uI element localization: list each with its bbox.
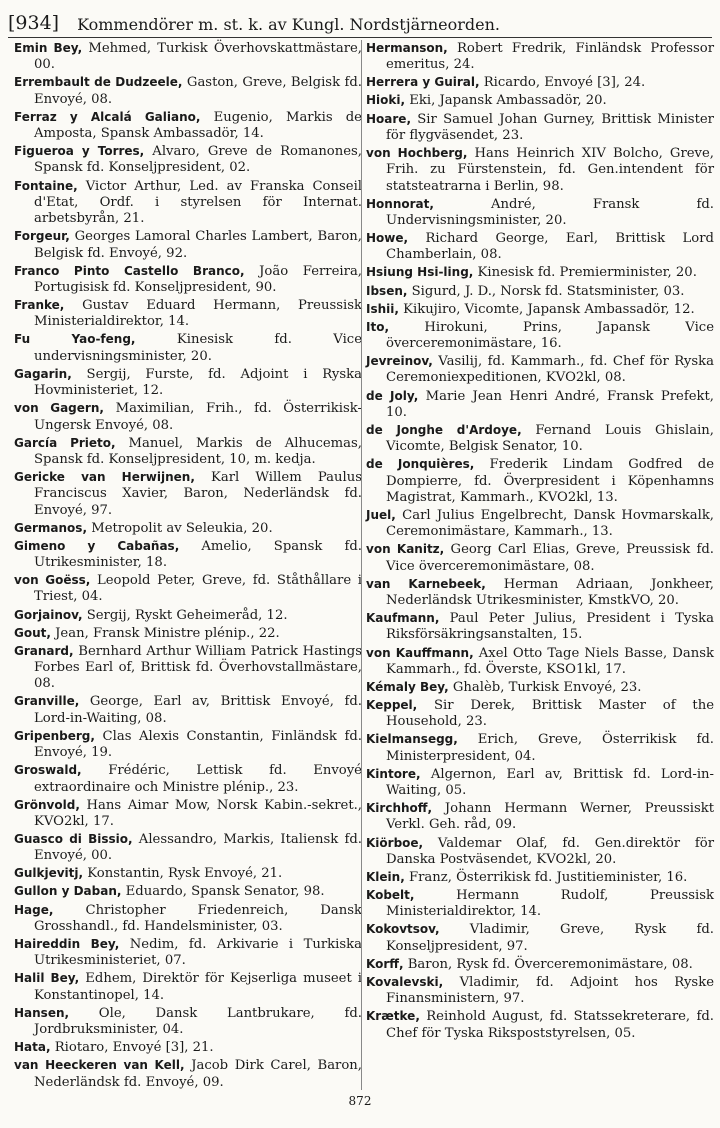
list-item (366, 835, 714, 869)
entry-name: Haireddin Bey, (14, 936, 120, 951)
list-item (366, 645, 714, 679)
entry-text: Leopold Peter, Greve, fd. Ståthållare i Triest, 04. (34, 573, 362, 605)
list-item (366, 230, 714, 264)
entry-name: von Gagern, (14, 401, 104, 416)
entry-text: Metropolit av Seleukia, 20. (87, 520, 273, 536)
entry-name: Hage, (14, 902, 54, 917)
entry-name: Hoare, (366, 111, 411, 126)
list-item (14, 625, 362, 642)
list-item (366, 887, 714, 921)
entry-text: Kinesisk fd. Vice undervisningsminister, 20. (34, 332, 362, 364)
entry-text: Hermann Rudolf, Preussisk Ministerialdirektor, 14. (386, 888, 714, 920)
entry-name: Kobelt, (366, 888, 415, 903)
entry-name: Kiörboe, (366, 835, 424, 850)
entry-text: Kinesisk fd. Premierminister, 20. (473, 265, 697, 281)
entry-text: Marie Jean Henri André, Fransk Prefekt, 10. (386, 388, 714, 420)
entry-name: Kémaly Bey, (366, 679, 449, 694)
entry-text: Axel Otto Tage Niels Basse, Dansk Kammarh., fd. Överste, KSO1kl, 17. (386, 645, 714, 677)
entry-name: Juel, (366, 507, 396, 522)
entry-name: Halil Bey, (14, 971, 80, 986)
entry-text: Ricardo, Envoyé [3], 24. (479, 75, 646, 91)
list-item (14, 143, 362, 177)
entry-text: Eki, Japansk Ambassadör, 20. (405, 93, 607, 109)
list-item (14, 331, 362, 365)
entry-text: Sir Samuel Johan Gurney, Brittisk Minister för flygväsendet, 23. (386, 111, 714, 143)
list-item (366, 422, 714, 456)
list-item (366, 301, 714, 318)
entry-text: Vladimir, fd. Adjoint hos Ryske Finansministern, 97. (386, 974, 714, 1007)
entry-name: Granville, (14, 694, 80, 709)
list-item (14, 263, 362, 297)
entry-name: de Jonquières, (366, 457, 475, 472)
list-item (14, 366, 362, 400)
list-item (366, 610, 714, 644)
list-item (366, 145, 714, 195)
list-item (366, 196, 714, 230)
list-item (14, 1005, 362, 1039)
entry-name: van Karnebeek, (366, 576, 486, 591)
entry-text: Maximilian, Frih., fd. Österrikisk-Ungersk Envoyé, 08. (34, 401, 362, 433)
entry-name: Gericke van Herwijnen, (14, 469, 195, 484)
entry-name: Jevreinov, (366, 354, 433, 369)
entry-name: Fu Yao-feng, (14, 332, 136, 347)
page-header (8, 4, 712, 38)
entry-name: Keppel, (366, 698, 418, 713)
entry-text: Paul Peter Julius, President i Tyska Riksförsäkringsanstalten, 15. (386, 611, 714, 643)
entry-text: Konstantin, Rysk Envoyé, 21. (83, 866, 283, 882)
entry-text: Alessandro, Markis, Italiensk fd. Envoyé, 00. (34, 831, 362, 864)
entry-text: Vasilij, fd. Kammarh., fd. Chef för Ryska Ceremoniexpeditionen, KVO2kl, 08. (386, 354, 714, 386)
entry-text: Eugenio, Markis de Amposta, Spansk Ambassadör, 14. (34, 109, 362, 142)
left-column (14, 40, 362, 1092)
entry-name: van Heeckeren van Kell, (14, 1058, 185, 1073)
entry-text: Hans Heinrich XIV Bolcho, Greve, Frih. zu Fürstenstein, fd. Gen.intendent för statsteatrarna i Berlin, 98. (386, 145, 714, 194)
entry-text: Jean, Fransk Ministre plénip., 22. (50, 625, 280, 641)
entry-name: Kaufmann, (366, 611, 440, 626)
list-item (14, 643, 362, 693)
entry-text: Clas Alexis Constantin, Finländsk fd. Envoyé, 19. (34, 728, 362, 761)
list-item (366, 869, 714, 886)
entry-name: Grönvold, (14, 797, 80, 812)
entry-name: Figueroa y Torres, (14, 144, 145, 159)
entry-text: Mehmed, Turkisk Överhovskattmästare, 00. (34, 41, 362, 73)
entry-text: Ghalèb, Turkisk Envoyé, 23. (448, 679, 642, 695)
entry-text: Frédéric, Lettisk fd. Envoyé extraordinaire och Ministre plénip., 23. (34, 763, 362, 795)
list-item (14, 572, 362, 606)
list-item (14, 970, 362, 1004)
list-item (366, 766, 714, 800)
entry-text: Sir Derek, Brittisk Master of the Household, 23. (386, 698, 714, 730)
entry-text: Karl Willem Paulus Franciscus Xavier, Baron, Nederländsk fd. Envoyé, 97. (34, 469, 362, 518)
header-page-number: [934] (8, 12, 60, 34)
list-item (366, 111, 714, 145)
entry-name: Gimeno y Cabañas, (14, 538, 180, 553)
column-divider (361, 40, 362, 1090)
list-item (366, 353, 714, 387)
list-item (14, 469, 362, 519)
entry-name: Kintore, (366, 766, 421, 781)
entry-name: Gagarin, (14, 366, 72, 381)
entry-text: Edhem, Direktör för Kejserliga museet i Konstantinopel, 14. (34, 971, 362, 1003)
entry-text: Sergij, Ryskt Geheimeråd, 12. (82, 607, 288, 623)
entry-text: George, Earl av, Brittisk Envoyé, fd. Lord-in-Waiting, 08. (34, 694, 362, 726)
entry-name: Hermanson, (366, 41, 448, 55)
footer-page-number: 872 (348, 1094, 372, 1108)
entry-text: Bernhard Arthur William Patrick Hastings Forbes Earl of, Brittisk fd. Överhovstallmästare, 08. (34, 643, 362, 692)
entry-name: Fontaine, (14, 178, 78, 193)
entry-text: Franz, Österrikisk fd. Justitieminister, 16. (404, 869, 688, 885)
entry-name: von Kauffmann, (366, 645, 474, 660)
entry-name: Germanos, (14, 520, 87, 535)
entry-text: Christopher Friedenreich, Dansk Grosshandl., fd. Handelsminister, 03. (34, 902, 362, 934)
entry-text: Manuel, Markis de Alhucemas, Spansk fd. Konseljpresident, 10, m. kedja. (34, 435, 362, 467)
list-item (366, 800, 714, 834)
entry-text: Sergij, Furste, fd. Adjoint i Ryska Hovministeriet, 12. (34, 366, 362, 399)
entry-name: Hata, (14, 1040, 51, 1055)
entry-name: Franke, (14, 298, 65, 313)
list-item (14, 538, 362, 572)
entry-text: Vladimir, Greve, Rysk fd. Konseljpresident, 97. (386, 922, 714, 954)
entry-text: Carl Julius Engelbrecht, Dansk Hovmarskalk, Ceremonimästare, Kammarh., 13. (386, 507, 714, 540)
entry-name: Gout, (14, 625, 51, 640)
entry-name: Guasco di Bissio, (14, 831, 133, 846)
list-item (14, 902, 362, 936)
entry-name: Ito, (366, 319, 390, 334)
entry-name: von Goëss, (14, 573, 91, 588)
entry-name: Kokovtsov, (366, 922, 440, 937)
list-item (14, 607, 362, 624)
entry-name: Ishii, (366, 301, 399, 316)
entry-name: Ibsen, (366, 283, 408, 298)
list-item (366, 507, 714, 541)
list-item (366, 956, 714, 973)
entry-text: Alvaro, Greve de Romanones, Spansk fd. Konseljpresident, 02. (34, 144, 363, 176)
header-title: Kommendörer m. st. k. av Kungl. Nordstjärneorden. (77, 15, 500, 34)
entry-text: Georges Lamoral Charles Lambert, Baron, Belgisk fd. Envoyé, 92. (34, 229, 362, 261)
list-item (14, 228, 362, 262)
entry-name: von Hochberg, (366, 145, 468, 160)
list-item (14, 435, 362, 469)
entry-name: Kielmansegg, (366, 732, 458, 747)
entry-name: Granard, (14, 643, 74, 658)
entry-text: Gaston, Greve, Belgisk fd. Envoyé, 08. (34, 75, 363, 107)
entry-text: João Ferreira, Portugisisk fd. Konseljpresident, 90. (34, 263, 362, 295)
entry-text: Ole, Dansk Lantbrukare, fd. Jordbruksminister, 04. (34, 1005, 362, 1038)
list-item (14, 883, 362, 900)
list-item (14, 1039, 362, 1056)
list-item (14, 109, 362, 143)
entry-text: Herman Adriaan, Jonkheer, Nederländsk Utrikesminister, KmstkVO, 20. (386, 576, 714, 609)
entry-name: Gorjainov, (14, 607, 83, 622)
list-item (366, 679, 714, 696)
list-item (14, 797, 362, 831)
entry-name: Herrera y Guiral, (366, 75, 480, 90)
list-item (366, 283, 714, 300)
entry-text: Hirokuni, Prins, Japansk Vice överceremonimästare, 16. (386, 319, 714, 352)
list-item (14, 178, 362, 228)
list-item (14, 693, 362, 727)
entry-text: Richard George, Earl, Brittisk Lord Chamberlain, 08. (386, 231, 714, 263)
entry-text: André, Fransk fd. Undervisningsminister, 20. (386, 196, 714, 228)
list-item (366, 974, 714, 1008)
list-item (366, 74, 714, 91)
entry-text: Georg Carl Elias, Greve, Preussisk fd. Vice överceremonimästare, 08. (386, 542, 715, 574)
list-item (14, 936, 362, 970)
list-item (366, 40, 714, 74)
list-item (14, 297, 362, 331)
list-item (366, 1008, 714, 1042)
entry-name: Groswald, (14, 763, 82, 778)
entry-name: Korff, (366, 956, 404, 971)
list-item (14, 728, 362, 762)
entry-name: Errembault de Dudzeele, (14, 75, 183, 90)
entry-text: Hans Aimar Mow, Norsk Kabin.-sekret., KVO2kl, 17. (34, 797, 362, 829)
entry-name: Hansen, (14, 1005, 70, 1020)
right-column (366, 40, 714, 1043)
entry-name: Klein, (366, 869, 405, 884)
entry-name: Gulkjevitj, (14, 866, 84, 881)
entry-text: Riotaro, Envoyé [3], 21. (50, 1040, 214, 1056)
entry-name: Franco Pinto Castello Branco, (14, 263, 245, 278)
entry-name: Ferraz y Alcalá Galiano, (14, 109, 201, 124)
list-item (14, 762, 362, 796)
entry-name: Gullon y Daban, (14, 884, 122, 899)
entry-name: Kovalevski, (366, 974, 444, 989)
list-item (14, 1057, 362, 1091)
list-item (366, 456, 714, 506)
entry-name: von Kanitz, (366, 542, 445, 557)
entry-text: Jacob Dirk Carel, Baron, Nederländsk fd. Envoyé, 09. (34, 1058, 362, 1090)
list-item (366, 264, 714, 281)
entry-name: Hsiung Hsi-ling, (366, 265, 474, 280)
entry-name: Forgeur, (14, 229, 70, 244)
list-item (14, 865, 362, 882)
entry-name: García Prieto, (14, 435, 116, 450)
entry-text: Frederik Lindam Godfred de Dompierre, fd. Överpresident i Köpenhamns Magistrat, Kammarh., KVO2kl, 13. (386, 457, 714, 505)
entry-text: Erich, Greve, Österrikisk fd. Ministerpresident, 04. (386, 732, 714, 764)
entry-text: Reinhold August, fd. Statssekreterare, fd. Chef för Tyska Rikspoststyrelsen, 05. (386, 1009, 714, 1041)
entry-name: de Joly, (366, 388, 419, 403)
list-item (14, 400, 362, 434)
entry-text: Kikujiro, Vicomte, Japansk Ambassadör, 12. (398, 301, 695, 317)
list-item (366, 541, 714, 575)
entry-text: Algernon, Earl av, Brittisk fd. Lord-in-Waiting, 05. (386, 766, 714, 799)
entry-text: Valdemar Olaf, fd. Gen.direktör för Danska Postväsendet, KVO2kl, 20. (386, 835, 714, 867)
entry-text: Robert Fredrik, Finländsk Professor emeritus, 24. (386, 41, 714, 73)
entry-name: de Jonghe d'Ardoye, (366, 422, 522, 437)
list-item (366, 388, 714, 422)
entry-name: Gripenberg, (14, 728, 95, 743)
entry-name: Howe, (366, 231, 409, 246)
entry-text: Baron, Rysk fd. Överceremonimästare, 08. (403, 956, 693, 972)
list-item (366, 92, 714, 109)
entry-text: Amelio, Spansk fd. Utrikesminister, 18. (34, 538, 362, 571)
entry-name: Krætke, (366, 1009, 420, 1024)
list-item (366, 731, 714, 765)
list-item (366, 697, 714, 731)
entry-text: Eduardo, Spansk Senator, 98. (121, 884, 325, 900)
entry-text: Sigurd, J. D., Norsk fd. Statsminister, 03. (407, 283, 685, 299)
entry-text: Nedim, fd. Arkivarie i Turkiska Utrikesministeriet, 07. (34, 936, 362, 969)
list-item (14, 40, 362, 74)
entry-name: Emin Bey, (14, 41, 83, 55)
entry-text: Victor Arthur, Led. av Franska Conseil d'Etat, Ordf. i styrelsen för Internat. arbetsbyrån, 21. (34, 178, 362, 227)
list-item (366, 576, 714, 610)
entry-text: Johann Hermann Werner, Preussiskt Verkl. Geh. råd, 09. (386, 801, 714, 833)
entry-name: Honnorat, (366, 196, 434, 211)
entry-name: Hioki, (366, 93, 406, 108)
list-item (366, 319, 714, 353)
list-item (14, 520, 362, 537)
list-item (14, 74, 362, 108)
entry-text: Fernand Louis Ghislain, Vicomte, Belgisk Senator, 10. (386, 422, 714, 455)
list-item (366, 921, 714, 955)
list-item (14, 831, 362, 865)
entry-text: Gustav Eduard Hermann, Preussisk Ministerialdirektor, 14. (34, 298, 362, 330)
entry-name: Kirchhoff, (366, 801, 433, 816)
